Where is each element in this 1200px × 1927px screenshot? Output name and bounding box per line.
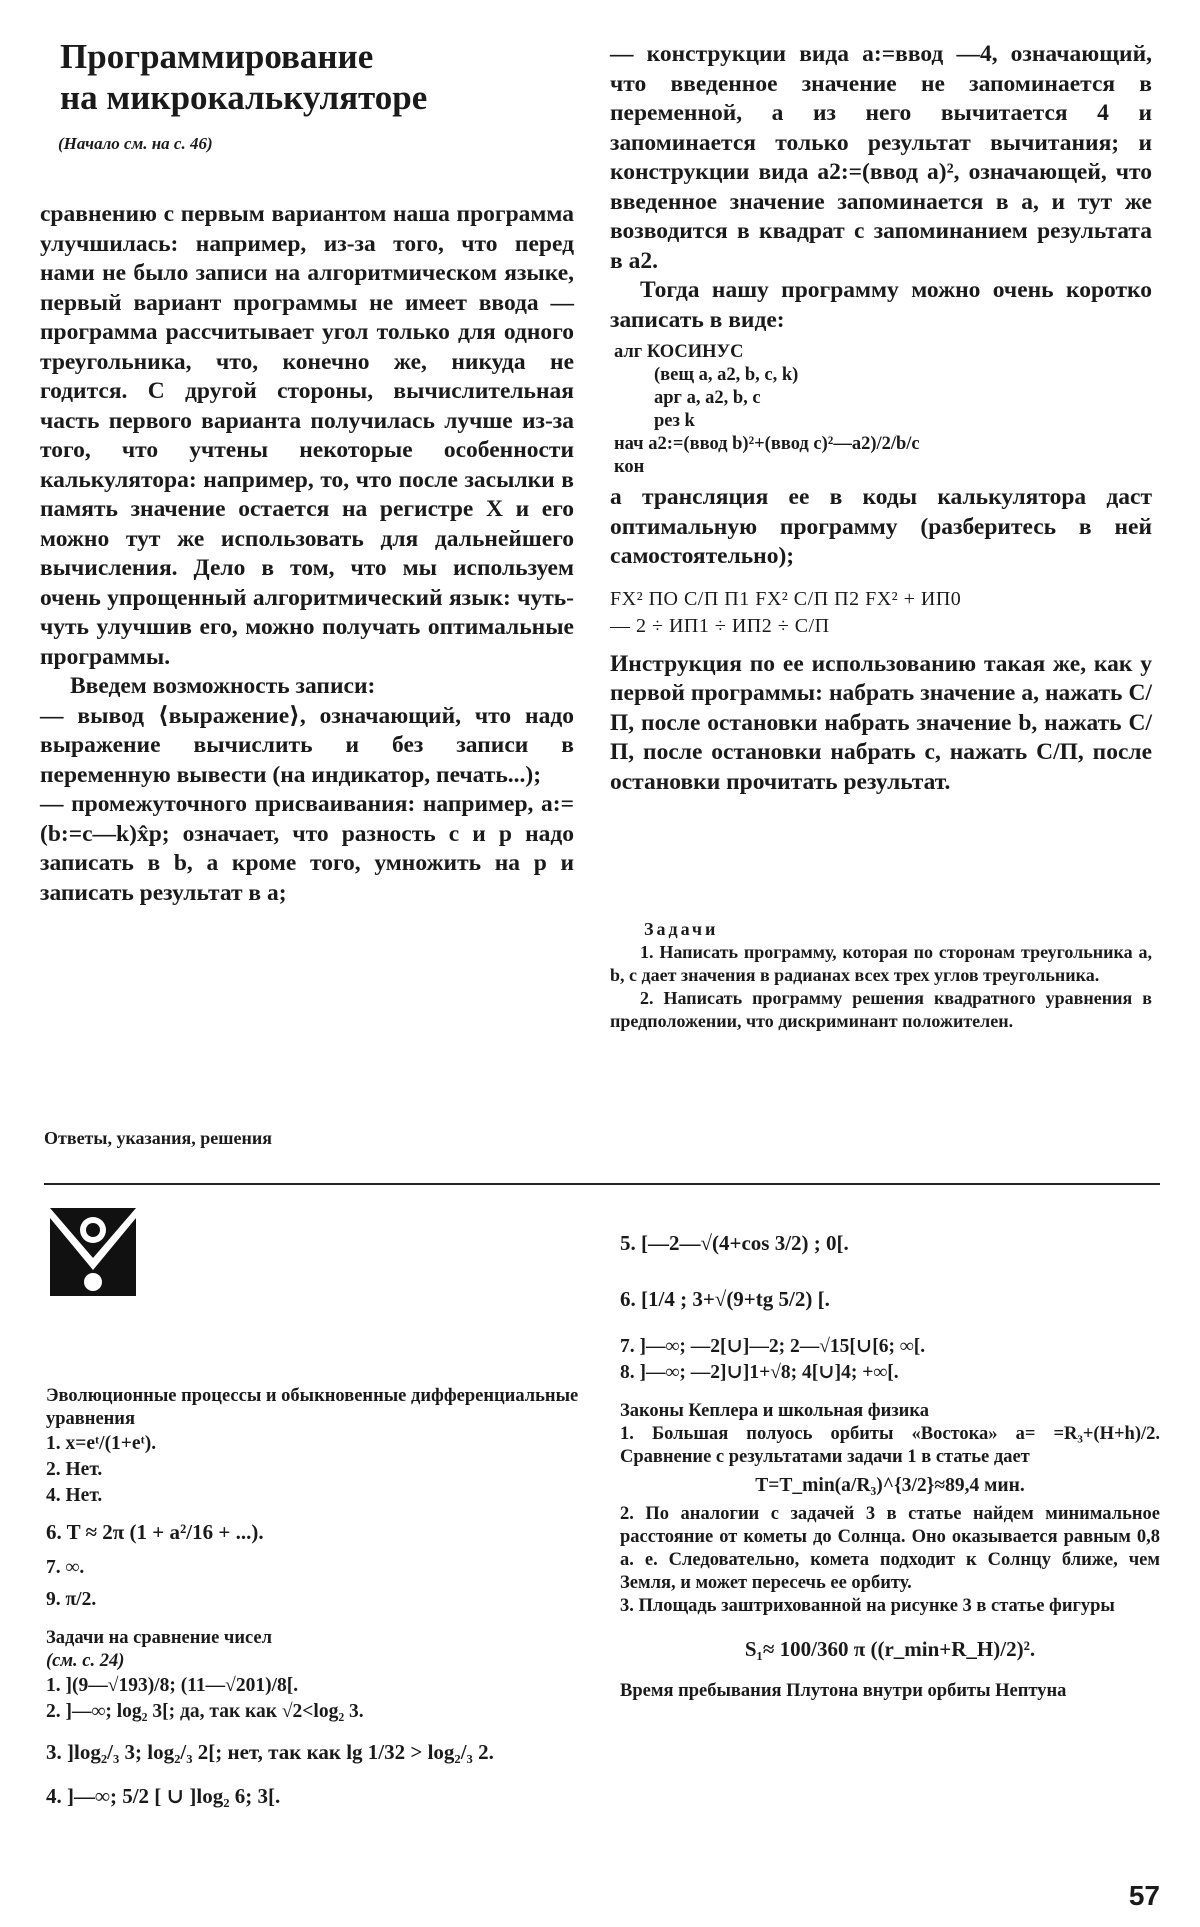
paragraph: Введем возможность записи: bbox=[70, 673, 376, 699]
right-column bbox=[610, 40, 1152, 797]
answer-item: 9. π/2. bbox=[46, 1589, 97, 1610]
article-title bbox=[60, 36, 600, 118]
answer-paragraph: 3. Площадь заштрихованной на рисунке 3 в статье фигуры bbox=[620, 1596, 1115, 1616]
answer-paragraph: 2. По аналогии с задачей 3 в статье найдем минимальное расстояние от кометы до Солнца. Оно оказывается равным 0,8 а. е. Следовательно, комета подходит к Солнцу ближе, чем Земля, и может пересечь ее орбиту. bbox=[620, 1504, 1160, 1593]
program-line: рез k bbox=[654, 411, 695, 431]
formula: S₁≈ 100/360 π ((r_min+R_H)/2)². bbox=[744, 1637, 1036, 1661]
answers-heading: Ответы, указания, решения bbox=[44, 1128, 272, 1148]
answers-logo-icon bbox=[50, 1208, 136, 1301]
answers-left-column bbox=[46, 1385, 586, 1809]
answer-item: 5. [—2—√(4+cos 3/2) ; 0[. bbox=[620, 1231, 849, 1255]
program-line: арг a, a2, b, c bbox=[654, 388, 761, 408]
answer-paragraph: Время пребывания Плутона внутри орбиты Нептуна bbox=[620, 1681, 1067, 1701]
section-reference: (см. с. 24) bbox=[46, 1651, 125, 1671]
paragraph: сравнению с первым вариантом наша программа улучшилась: например, из-за того, что перед нами не было записи на алгоритмическом языке, первый вариант программы не имеет ввода — программа рассчитывает угол только для одного треугольника, что, конечно же, никуда не годится. С другой стороны, вычислительная часть первого варианта получилась лучше из-за того, что учтены некоторые особенности калькулятора: например, то, что после засылки в память значение остается на регистре X и его можно тут же использовать для дальнейшего вычисления. Дело в том, что мы используем очень упрощенный алгоритмический язык: чуть-чуть улучшив его, можно получать оптимальные программы. bbox=[40, 201, 574, 670]
tasks-block bbox=[610, 918, 1152, 1033]
paragraph: Инструкция по ее использованию такая же, как у первой программы: набрать значение a, нажать С/П, после остановки набрать значение b, нажать С/П, после остановки набрать c, нажать С/П, после остановки прочитать результат. bbox=[610, 650, 1152, 795]
title-line-2: на микрокалькуляторе bbox=[60, 78, 428, 117]
answer-item: 4. Нет. bbox=[46, 1485, 103, 1506]
algorithm-listing bbox=[614, 341, 1152, 479]
paragraph: Тогда нашу программу можно очень коротко записать в виде: bbox=[610, 277, 1152, 333]
section-title-comparison: Задачи на сравнение чисел bbox=[46, 1628, 273, 1648]
answer-item: 7. ∞. bbox=[46, 1557, 85, 1578]
page-number: 57 bbox=[1128, 1880, 1160, 1911]
paragraph: — промежуточного присваивания: например, a:=(b:=c—k)x̂p; означает, что разность c и p надо записать в b, а кроме того, умножить на p и записать результат в a; bbox=[40, 791, 574, 906]
section-divider bbox=[44, 1183, 1160, 1185]
program-line: нач a2:=(ввод b)²+(ввод c)²—a2)/2/b/c bbox=[614, 434, 920, 454]
answer-item: 2. ]—∞; log₂ 3[; да, так как √2<log₂ 3. bbox=[46, 1701, 364, 1722]
task-item: 2. Написать программу решения квадратного уравнения в предположении, что дискриминант положителен. bbox=[610, 988, 1152, 1031]
answer-paragraph: 1. Большая полуось орбиты «Востока» a= =R₃+(H+h)/2. Сравнение с результатами задачи 1 в статье дает bbox=[620, 1424, 1160, 1467]
calculator-code bbox=[610, 586, 1152, 640]
left-column bbox=[40, 200, 574, 908]
tasks-title: Задачи bbox=[644, 919, 719, 939]
program-line: кон bbox=[614, 457, 645, 477]
task-item: 1. Написать программу, которая по сторонам треугольника a, b, c дает значения в радианах всех трех углов треугольника. bbox=[610, 942, 1152, 985]
answer-item: 6. [1/4 ; 3+√(9+tg 5/2) [. bbox=[620, 1287, 830, 1311]
code-line: — 2 ÷ ИП1 ÷ ИП2 ÷ С/П bbox=[610, 614, 830, 637]
title-line-1: Программирование bbox=[60, 37, 374, 76]
answer-item: 6. T ≈ 2π (1 + a²/16 + ...). bbox=[46, 1520, 264, 1544]
paragraph: — вывод ⟨выражение⟩, означающий, что надо выражение вычислить и без записи в переменную вывести (на индикатор, печать...); bbox=[40, 702, 574, 788]
section-title-evolution: Эволюционные процессы и обыкновенные дифференциальные уравнения bbox=[46, 1386, 579, 1429]
answer-item: 3. ]log₂/₃ 3; log₂/₃ 2[; нет, так как lg 1/32 > log₂/₃ 2. bbox=[46, 1740, 494, 1764]
code-line: FX² ПО С/П П1 FX² С/П П2 FX² + ИП0 bbox=[610, 587, 962, 610]
answer-item: 4. ]—∞; 5/2 [ ∪ ]log₂ 6; 3[. bbox=[46, 1784, 281, 1808]
program-line: (вещ a, a2, b, c, k) bbox=[654, 365, 799, 385]
answer-item: 7. ]—∞; —2[∪]—2; 2—√15[∪[6; ∞[. bbox=[620, 1336, 926, 1357]
answer-item: 1. x=eᵗ/(1+eᵗ). bbox=[46, 1433, 157, 1454]
program-line: алг КОСИНУС bbox=[614, 342, 744, 362]
section-title-kepler: Законы Кеплера и школьная физика bbox=[620, 1401, 929, 1421]
formula: T=T_min(a/R₃)^{3/2}≈89,4 мин. bbox=[755, 1475, 1025, 1496]
paragraph: — конструкции вида a:=ввод —4, означающий, что введенное значение не запоминается в переменной, а из него вычитается 4 и запоминается только результат вычитания; и конструкции вида a2:=(ввод a)², означающей, что введенное значение запоминается в a, и тут же возводится в квадрат с запоминанием результата в a2. bbox=[610, 41, 1152, 274]
answers-right-column bbox=[620, 1230, 1160, 1703]
paragraph: а трансляция ее в коды калькулятора даст оптимальную программу (разберитесь в ней самостоятельно); bbox=[610, 484, 1152, 569]
answer-item: 1. ](9—√193)/8; (11—√201)/8[. bbox=[46, 1675, 299, 1696]
answer-item: 2. Нет. bbox=[46, 1459, 103, 1480]
continuation-note: (Начало см. на с. 46) bbox=[58, 134, 213, 153]
answer-item: 8. ]—∞; —2]∪]1+√8; 4[∪]4; +∞[. bbox=[620, 1362, 899, 1383]
